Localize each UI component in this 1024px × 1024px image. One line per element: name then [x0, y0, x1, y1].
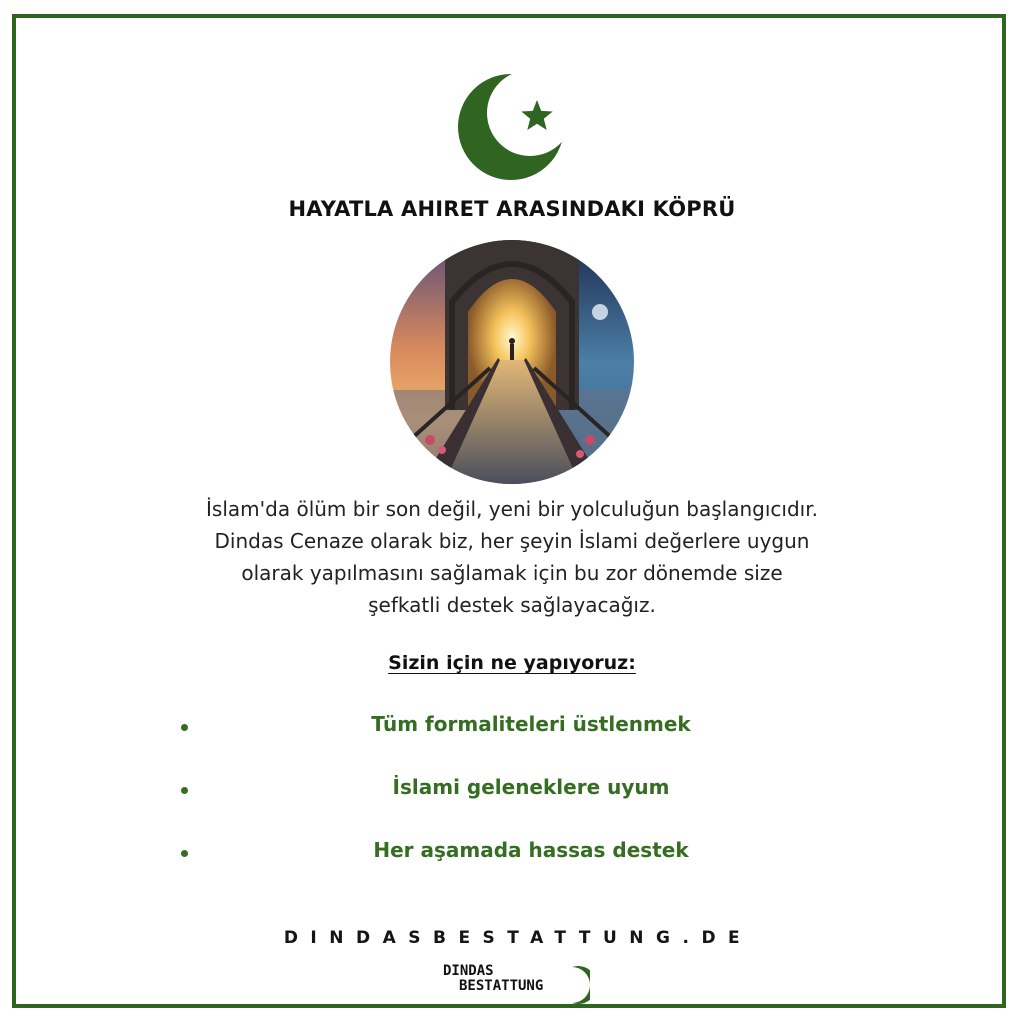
crescent-star-icon [458, 70, 568, 185]
intro-line: şefkatli destek sağlayacağız. [368, 593, 656, 617]
page-title: HAYATLA AHIRET ARASINDAKI KÖPRÜ [288, 197, 736, 221]
logo-text-line2: BESTATTUNG [459, 978, 544, 994]
services-heading: Sizin için ne yapıyoruz: [388, 652, 636, 674]
bridge-illustration [390, 240, 634, 484]
brand-logo [422, 953, 590, 1005]
service-text: Tüm formaliteleri üstlenmek [371, 712, 691, 736]
list-item [0, 836, 1024, 899]
website-link[interactable]: DINDASBESTATTUNG.DE [283, 928, 753, 948]
service-list [0, 710, 1024, 899]
logo-text-line1: DINDAS [443, 963, 494, 979]
intro-paragraph [140, 493, 884, 621]
service-text: İslami geleneklere uyum [392, 775, 670, 799]
intro-line: olarak yapılmasını sağlamak için bu zor dönemde size [241, 561, 783, 585]
intro-line: İslam'da ölüm bir son değil, yeni bir yolculuğun başlangıcıdır. [206, 497, 818, 521]
list-item [0, 773, 1024, 836]
list-item [0, 710, 1024, 773]
service-text: Her aşamada hassas destek [373, 838, 689, 862]
intro-line: Dindas Cenaze olarak biz, her şeyin İslami değerlere uygun [214, 529, 810, 553]
